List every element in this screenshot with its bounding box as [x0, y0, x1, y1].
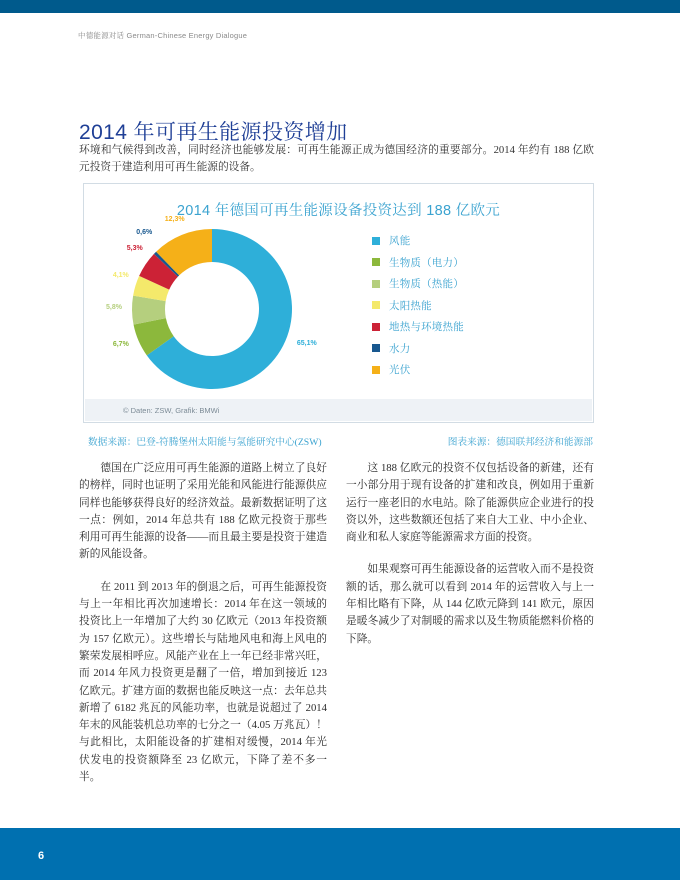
legend-item	[372, 273, 582, 295]
legend-item	[372, 316, 582, 338]
legend-swatch-icon	[372, 258, 380, 266]
left-column	[79, 460, 327, 801]
chart-caption-row	[88, 434, 593, 448]
caption-data-source: 数据来源：巴登-符腾堡州太阳能与氢能研究中心(ZSW)	[88, 437, 322, 448]
top-accent-bar	[0, 0, 680, 13]
legend-swatch-icon	[372, 366, 380, 374]
legend-item	[372, 359, 582, 381]
paragraph: 这 188 亿欧元的投资不仅包括设备的新建，还有一小部分用于现有设备的扩建和改良，例如用于重新运行一座老旧的水电站。除了能源供应企业进行的投资以外，这些数额还包括了来自大工业、中小企业、商业和私人家庭等能源需求方面的投资。	[346, 462, 594, 544]
legend-label: 水力	[389, 342, 411, 355]
donut-value-label: 5,8%	[106, 303, 122, 311]
legend-label: 生物质（热能）	[389, 278, 464, 291]
donut-value-label: 6,7%	[112, 340, 129, 348]
body-columns	[79, 460, 594, 801]
donut-value-label: 4,1%	[112, 271, 129, 279]
donut-chart	[106, 215, 352, 397]
legend-item	[372, 252, 582, 274]
legend-swatch-icon	[372, 280, 380, 288]
right-column	[346, 460, 594, 801]
donut-value-label: 0,6%	[136, 229, 153, 237]
page-number: 6	[38, 850, 45, 862]
chart-credit-bar	[85, 399, 592, 421]
chart-panel	[83, 183, 594, 423]
legend-label: 太阳热能	[389, 299, 432, 312]
running-header: 中德能源对话 German-Chinese Energy Dialogue	[78, 31, 248, 40]
legend-swatch-icon	[372, 237, 380, 245]
paragraph: 如果观察可再生能源设备的运营收入而不是投资额的话，那么就可以看到 2014 年的运营收入与上一年相比略有下降，从 144 亿欧元降到 141 欧元，原因是暖冬减少了对制暖的需求以及生物质能燃料价格的下降。	[346, 563, 594, 645]
legend-label: 光伏	[389, 364, 411, 377]
paragraph: 德国在广泛应用可再生能源的道路上树立了良好的榜样，同时也证明了采用光能和风能进行能源供应同样也能够获得良好的经济效益。最新数据证明了这一点：例如，2014 年总共有 188 亿欧元投资于那些利用可再生能源的设备——而且最主要是投资于建造新的风能设备。	[79, 462, 327, 561]
legend-swatch-icon	[372, 301, 380, 309]
paragraph: 在 2011 到 2013 年的倒退之后，可再生能源投资与上一年相比再次加速增长：2014 年在这一领域的投资比上一年增加了大约 30 亿欧元（2013 年投资额为 157 亿欧元）。这些增长与陆地风电和海上风电的繁荣发展相呼应。风能产业在上一年已经非常兴旺，而 2014 年风力投资更是翻了一倍，增加到接近 123 亿欧元。扩建方面的数据也能反映这一点：去年总共新增了 6182 兆瓦的风能功率，也就是说超过了 2014 年末的风能装机总功率的七分之一（4.05 万兆瓦）！与此相比，太阳能设备的扩建相对缓慢，2014 年光伏发电的投资额降至 23 亿欧元，下降了差不多一半。	[79, 580, 327, 784]
legend-label: 地热与环境热能	[389, 321, 464, 334]
donut-value-label: 12,3%	[164, 215, 185, 223]
legend-label: 风能	[389, 235, 411, 248]
legend-item	[372, 338, 582, 360]
caption-chart-source: 图表来源：德国联邦经济和能源部	[447, 437, 593, 448]
chart-credit-text: © Daten: ZSW, Grafik: BMWi	[123, 405, 220, 415]
legend-swatch-icon	[372, 323, 380, 331]
page-title: 2014 年可再生能源投资增加	[79, 121, 348, 145]
donut-chart-svg	[122, 222, 352, 397]
legend-item	[372, 230, 582, 252]
legend-swatch-icon	[372, 344, 380, 352]
bottom-accent-bar	[0, 828, 680, 880]
chart-title: 2014 年德国可再生能源设备投资达到 188 亿欧元	[176, 203, 501, 219]
donut-value-label: 5,3%	[126, 244, 143, 252]
legend-item	[372, 295, 582, 317]
legend-label: 生物质（电力）	[389, 256, 464, 269]
chart-legend	[372, 230, 582, 381]
donut-value-label: 65,1%	[296, 339, 317, 347]
intro-paragraph: 环境和气候得到改善，同时经济也能够发展：可再生能源正成为德国经济的重要部分。2014 年约有 188 亿欧元投资于建造利用可再生能源的设备。	[79, 144, 594, 173]
